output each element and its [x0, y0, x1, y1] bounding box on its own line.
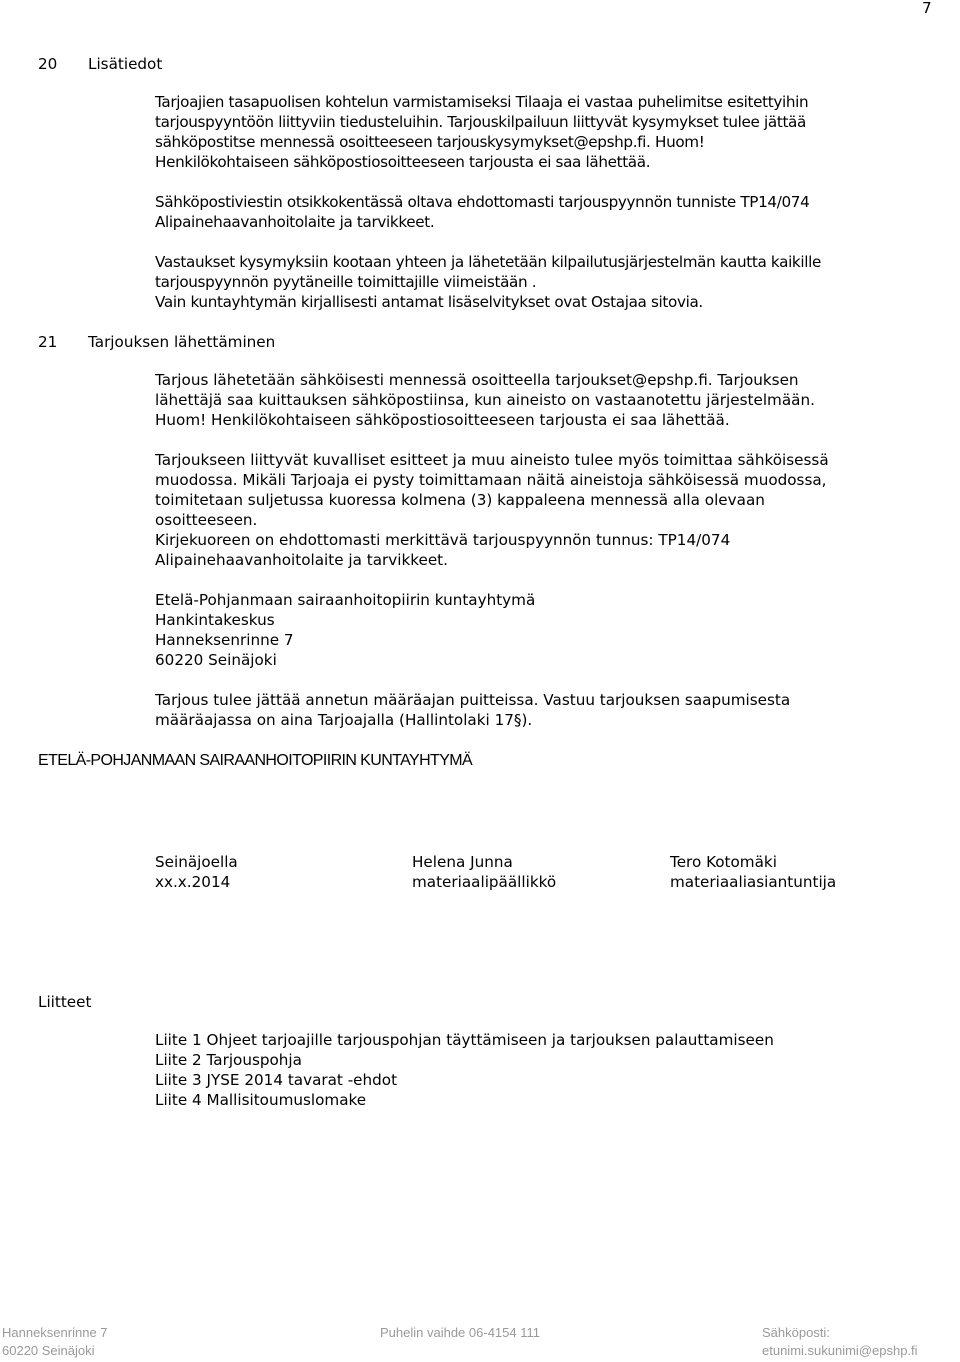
- attachment-item: Liite 2 Tarjouspohja: [155, 1051, 302, 1069]
- text-line: tarjouspyyntöön liittyviin tiedusteluihin. Tarjouskilpailuun liittyvät kysymykset tulee jättää: [155, 113, 806, 131]
- attachment-item: Liite 3 JYSE 2014 tavarat -ehdot: [155, 1071, 398, 1089]
- address-line: Etelä-Pohjanmaan sairaanhoitopiirin kuntayhtymä: [155, 591, 536, 609]
- text-line: toimitetaan suljetussa kuoressa kolmena (3) kappaleena mennessä alla olevaan: [155, 491, 765, 509]
- text-line: osoitteeseen.: [155, 511, 258, 529]
- text-line: Tarjoukseen liittyvät kuvalliset esitteet ja muu aineisto tulee myös toimittaa sähköisessä: [155, 451, 829, 469]
- section-20-number: 20: [38, 55, 58, 73]
- text-line: Vain kuntayhtymän kirjallisesti antamat lisäselvitykset ovat Ostajaa sitovia.: [155, 293, 703, 311]
- address-line: 60220 Seinäjoki: [155, 651, 277, 669]
- signer-2-title: materiaaliasiantuntija: [670, 873, 837, 891]
- text-line: lähettäjä saa kuittauksen sähköpostiinsa, kun aineisto on vastaanotettu järjestelmään.: [155, 391, 815, 409]
- text-line: Henkilökohtaiseen sähköpostiosoitteeseen tarjousta ei saa lähettää.: [155, 153, 651, 171]
- section-21-body: [155, 370, 955, 730]
- attachments-list: [155, 1030, 955, 1110]
- text-line: Kirjekuoreen on ehdottomasti merkittävä tarjouspyynnön tunnus: TP14/074: [155, 531, 731, 549]
- text-line: tarjouspyynnön pyytäneille toimittajille viimeistään .: [155, 273, 537, 291]
- text-line: Tarjous tulee jättää annetun määräajan puitteissa. Vastuu tarjouksen saapumisesta: [155, 691, 791, 709]
- attachments-heading: Liitteet: [38, 993, 92, 1011]
- signer-1-name: Helena Junna: [412, 853, 513, 871]
- footer-address-line-2: 60220 Seinäjoki: [2, 1343, 95, 1358]
- attachment-item: Liite 1 Ohjeet tarjoajille tarjouspohjan täyttämiseen ja tarjouksen palauttamiseen: [155, 1031, 774, 1049]
- text-line: Alipainehaavanhoitolaite ja tarvikkeet.: [155, 213, 435, 231]
- section-21-number: 21: [38, 333, 58, 351]
- footer-phone: Puhelin vaihde 06-4154 111: [380, 1325, 540, 1340]
- section-20-body: [155, 92, 955, 312]
- signature-place: Seinäjoella: [155, 853, 238, 871]
- text-line: määräajassa on aina Tarjoajalla (Hallintolaki 17§).: [155, 711, 533, 729]
- section-20-title: Lisätiedot: [88, 55, 163, 73]
- address-line: Hankintakeskus: [155, 611, 275, 629]
- text-line: Tarjous lähetetään sähköisesti mennessä osoitteella tarjoukset@epshp.fi. Tarjouksen: [155, 371, 799, 389]
- signer-2-name: Tero Kotomäki: [670, 853, 777, 871]
- footer-address-line-1: Hanneksenrinne 7: [2, 1325, 108, 1340]
- text-line: Sähköpostiviestin otsikkokentässä oltava ehdottomasti tarjouspyynnön tunniste TP14/074: [155, 193, 810, 211]
- attachment-item: Liite 4 Mallisitoumuslomake: [155, 1091, 367, 1109]
- text-line: sähköpostitse mennessä osoitteeseen tarjouskysymykset@epshp.fi. Huom!: [155, 133, 705, 151]
- page-number: 7: [922, 0, 932, 17]
- organization-name: ETELÄ-POHJANMAAN SAIRAANHOITOPIIRIN KUNTAYHTYMÄ: [38, 752, 473, 769]
- text-line: Alipainehaavanhoitolaite ja tarvikkeet.: [155, 551, 448, 569]
- text-line: muodossa. Mikäli Tarjoaja ei pysty toimittamaan näitä aineistoja sähköisessä muodossa,: [155, 471, 827, 489]
- text-line: Huom! Henkilökohtaiseen sähköpostiosoitteeseen tarjousta ei saa lähettää.: [155, 411, 730, 429]
- text-line: Tarjoajien tasapuolisen kohtelun varmistamiseksi Tilaaja ei vastaa puhelimitse esitettyihin: [155, 93, 809, 111]
- signature-date: xx.x.2014: [155, 873, 231, 891]
- section-21-title: Tarjouksen lähettäminen: [88, 333, 276, 351]
- footer-email-link[interactable]: etunimi.sukunimi@epshp.fi: [762, 1343, 918, 1358]
- footer-email-label: Sähköposti:: [762, 1325, 830, 1340]
- text-line: Vastaukset kysymyksiin kootaan yhteen ja lähetetään kilpailutusjärjestelmän kautta kaikille: [155, 253, 821, 271]
- signer-1-title: materiaalipäällikkö: [412, 873, 557, 891]
- address-line: Hanneksenrinne 7: [155, 631, 294, 649]
